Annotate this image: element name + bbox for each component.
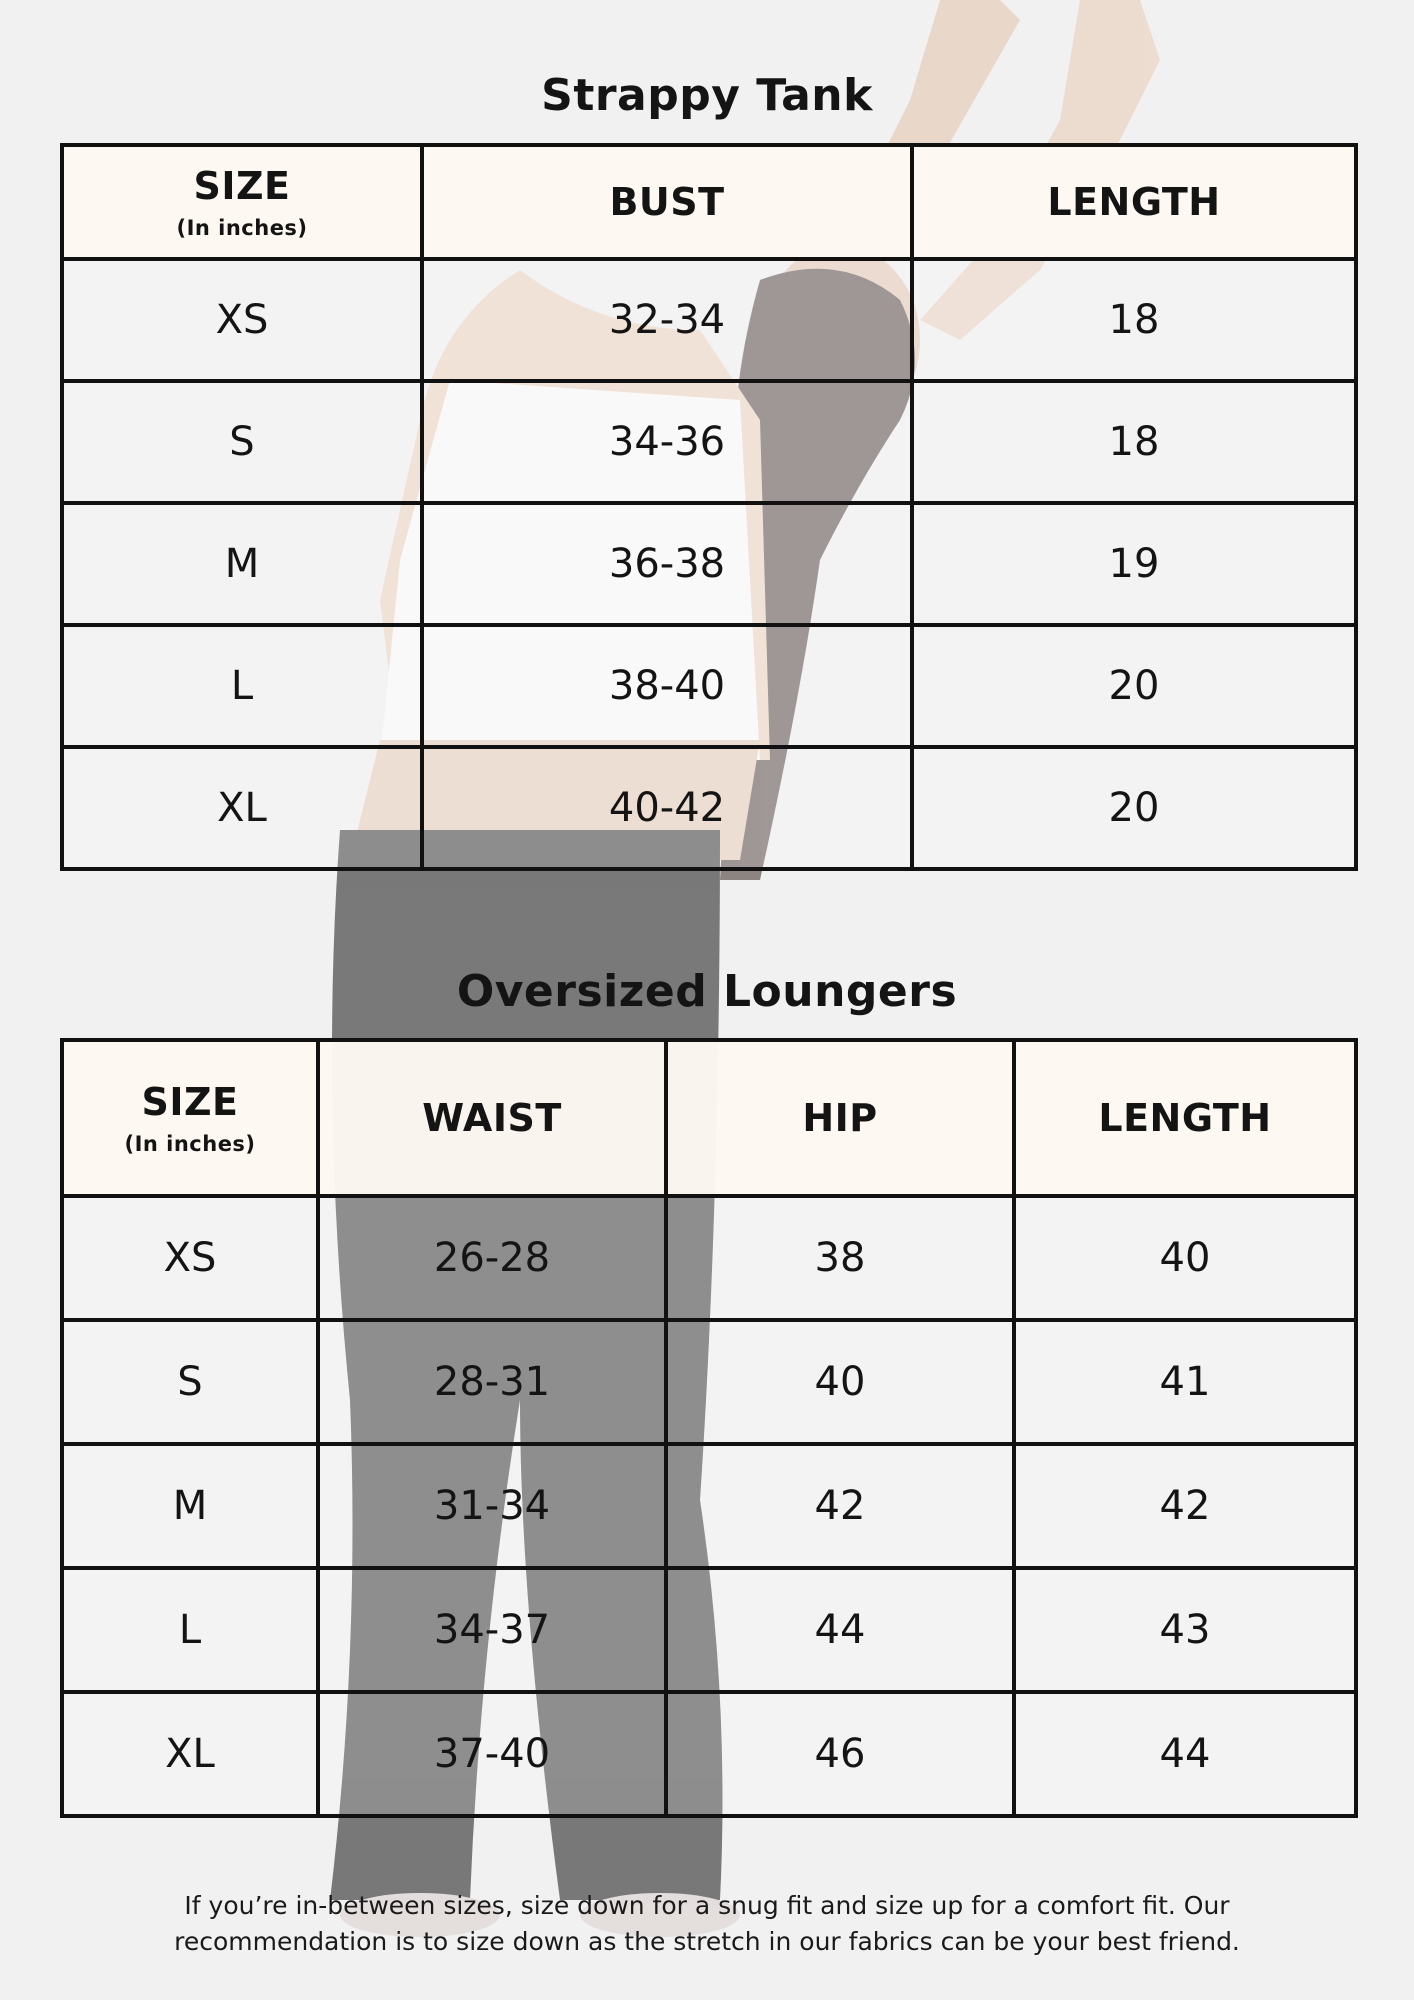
- header-length: LENGTH: [912, 145, 1356, 259]
- header-length: LENGTH: [1014, 1040, 1356, 1196]
- cell-size: M: [62, 503, 422, 625]
- header-waist: WAIST: [318, 1040, 666, 1196]
- oversized-loungers-title: Oversized Loungers: [456, 966, 958, 1017]
- cell-size: S: [62, 1320, 318, 1444]
- cell-hip: 38: [666, 1196, 1014, 1320]
- cell-waist: 31-34: [318, 1444, 666, 1568]
- cell-length: 41: [1014, 1320, 1356, 1444]
- cell-size: XL: [62, 747, 422, 869]
- table-row: [62, 259, 1356, 381]
- header-bust: BUST: [422, 145, 912, 259]
- cell-waist: 37-40: [318, 1692, 666, 1816]
- cell-length: 42: [1014, 1444, 1356, 1568]
- table-row: [62, 1196, 1356, 1320]
- cell-waist: 34-37: [318, 1568, 666, 1692]
- cell-length: 18: [912, 259, 1356, 381]
- table-row: [62, 1692, 1356, 1816]
- strappy-tank-title: Strappy Tank: [541, 70, 873, 121]
- cell-size: L: [62, 625, 422, 747]
- cell-hip: 44: [666, 1568, 1014, 1692]
- table-row: [62, 1444, 1356, 1568]
- cell-hip: 42: [666, 1444, 1014, 1568]
- header-hip: HIP: [666, 1040, 1014, 1196]
- strappy-tank-size-table: [60, 143, 1358, 871]
- cell-hip: 40: [666, 1320, 1014, 1444]
- cell-bust: 38-40: [422, 625, 912, 747]
- cell-bust: 36-38: [422, 503, 912, 625]
- cell-length: 20: [912, 747, 1356, 869]
- cell-length: 20: [912, 625, 1356, 747]
- cell-size: XS: [62, 259, 422, 381]
- cell-size: XL: [62, 1692, 318, 1816]
- cell-size: L: [62, 1568, 318, 1692]
- header-size-unit: (In inches): [176, 216, 308, 240]
- cell-length: 18: [912, 381, 1356, 503]
- footnote-line-1: If you’re in-between sizes, size down for a snug fit and size up for a comfort fit. Our: [184, 1891, 1230, 1920]
- cell-hip: 46: [666, 1692, 1014, 1816]
- cell-waist: 26-28: [318, 1196, 666, 1320]
- table-header-row: [62, 145, 1356, 259]
- table-row: [62, 503, 1356, 625]
- table-row: [62, 625, 1356, 747]
- cell-bust: 32-34: [422, 259, 912, 381]
- footnote-line-2: recommendation is to size down as the stretch in our fabrics can be your best friend.: [174, 1927, 1240, 1956]
- table-header-row: [62, 1040, 1356, 1196]
- header-size-unit: (In inches): [124, 1132, 256, 1156]
- table-row: [62, 1568, 1356, 1692]
- cell-size: XS: [62, 1196, 318, 1320]
- header-size-label: SIZE: [193, 164, 291, 208]
- table-row: [62, 747, 1356, 869]
- cell-length: 44: [1014, 1692, 1356, 1816]
- cell-length: 43: [1014, 1568, 1356, 1692]
- header-size: [62, 1040, 318, 1196]
- header-size: [62, 145, 422, 259]
- cell-size: M: [62, 1444, 318, 1568]
- cell-waist: 28-31: [318, 1320, 666, 1444]
- sizing-footnote: [100, 1888, 1314, 1960]
- cell-length: 40: [1014, 1196, 1356, 1320]
- cell-size: S: [62, 381, 422, 503]
- cell-bust: 34-36: [422, 381, 912, 503]
- header-size-label: SIZE: [141, 1080, 239, 1124]
- cell-bust: 40-42: [422, 747, 912, 869]
- cell-length: 19: [912, 503, 1356, 625]
- table-row: [62, 1320, 1356, 1444]
- table-row: [62, 381, 1356, 503]
- oversized-loungers-size-table: [60, 1038, 1358, 1818]
